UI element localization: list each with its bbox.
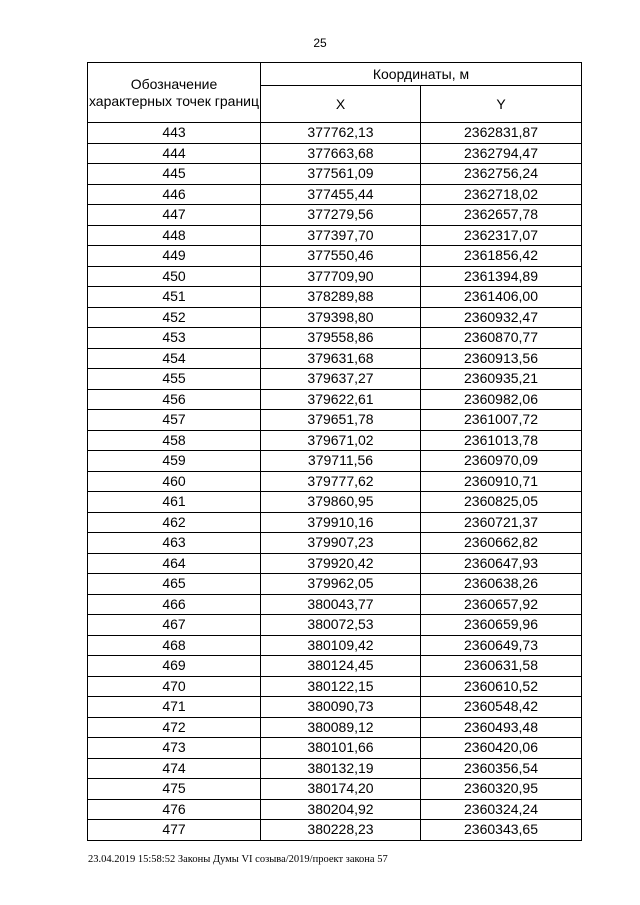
x-coordinate-cell: 379860,95 xyxy=(261,492,421,513)
y-coordinate-cell: 2360982,06 xyxy=(421,389,582,410)
y-coordinate-cell: 2361394,89 xyxy=(421,266,582,287)
table-row xyxy=(88,799,582,820)
y-coordinate-cell: 2360932,47 xyxy=(421,307,582,328)
table-row xyxy=(88,471,582,492)
y-coordinate-cell: 2360647,93 xyxy=(421,553,582,574)
point-number-cell: 444 xyxy=(88,143,261,164)
y-coordinate-cell: 2360825,05 xyxy=(421,492,582,513)
point-number-cell: 477 xyxy=(88,820,261,841)
table-row xyxy=(88,697,582,718)
y-coordinate-cell: 2360870,77 xyxy=(421,328,582,349)
table-header xyxy=(88,63,582,123)
y-coordinate-cell: 2360913,56 xyxy=(421,348,582,369)
x-coordinate-cell: 379398,80 xyxy=(261,307,421,328)
header-y: Y xyxy=(421,86,582,123)
point-number-cell: 448 xyxy=(88,225,261,246)
table-row xyxy=(88,184,582,205)
table-row xyxy=(88,164,582,185)
x-coordinate-cell: 379777,62 xyxy=(261,471,421,492)
y-coordinate-cell: 2362831,87 xyxy=(421,123,582,144)
y-coordinate-cell: 2361007,72 xyxy=(421,410,582,431)
point-number-cell: 462 xyxy=(88,512,261,533)
table-row xyxy=(88,574,582,595)
x-coordinate-cell: 380043,77 xyxy=(261,594,421,615)
table-row xyxy=(88,676,582,697)
point-number-cell: 449 xyxy=(88,246,261,267)
x-coordinate-cell: 379622,61 xyxy=(261,389,421,410)
point-number-cell: 460 xyxy=(88,471,261,492)
y-coordinate-cell: 2360659,96 xyxy=(421,615,582,636)
table-row xyxy=(88,635,582,656)
table-row xyxy=(88,615,582,636)
point-number-cell: 451 xyxy=(88,287,261,308)
table-row xyxy=(88,348,582,369)
header-x: X xyxy=(261,86,421,123)
footer-stamp: 23.04.2019 15:58:52 Законы Думы VI созыва/2019/проект закона 57 xyxy=(88,854,388,865)
y-coordinate-cell: 2360343,65 xyxy=(421,820,582,841)
point-number-cell: 464 xyxy=(88,553,261,574)
y-coordinate-cell: 2360320,95 xyxy=(421,779,582,800)
x-coordinate-cell: 379671,02 xyxy=(261,430,421,451)
point-number-cell: 457 xyxy=(88,410,261,431)
table-row xyxy=(88,533,582,554)
x-coordinate-cell: 379631,68 xyxy=(261,348,421,369)
point-number-cell: 459 xyxy=(88,451,261,472)
coordinates-table xyxy=(87,62,582,841)
x-coordinate-cell: 379651,78 xyxy=(261,410,421,431)
y-coordinate-cell: 2360721,37 xyxy=(421,512,582,533)
y-coordinate-cell: 2360649,73 xyxy=(421,635,582,656)
x-coordinate-cell: 380228,23 xyxy=(261,820,421,841)
point-number-cell: 453 xyxy=(88,328,261,349)
x-coordinate-cell: 380090,73 xyxy=(261,697,421,718)
table-row xyxy=(88,738,582,759)
point-number-cell: 474 xyxy=(88,758,261,779)
table-row xyxy=(88,594,582,615)
y-coordinate-cell: 2362794,47 xyxy=(421,143,582,164)
y-coordinate-cell: 2362718,02 xyxy=(421,184,582,205)
x-coordinate-cell: 380122,15 xyxy=(261,676,421,697)
x-coordinate-cell: 379910,16 xyxy=(261,512,421,533)
point-number-cell: 452 xyxy=(88,307,261,328)
table-row xyxy=(88,492,582,513)
x-coordinate-cell: 377397,70 xyxy=(261,225,421,246)
x-coordinate-cell: 377550,46 xyxy=(261,246,421,267)
x-coordinate-cell: 377663,68 xyxy=(261,143,421,164)
y-coordinate-cell: 2360970,09 xyxy=(421,451,582,472)
table-row xyxy=(88,553,582,574)
table-row xyxy=(88,656,582,677)
y-coordinate-cell: 2360662,82 xyxy=(421,533,582,554)
x-coordinate-cell: 379637,27 xyxy=(261,369,421,390)
table-row xyxy=(88,266,582,287)
x-coordinate-cell: 380174,20 xyxy=(261,779,421,800)
y-coordinate-cell: 2360420,06 xyxy=(421,738,582,759)
x-coordinate-cell: 379962,05 xyxy=(261,574,421,595)
point-number-cell: 476 xyxy=(88,799,261,820)
point-number-cell: 463 xyxy=(88,533,261,554)
x-coordinate-cell: 377762,13 xyxy=(261,123,421,144)
point-number-cell: 461 xyxy=(88,492,261,513)
y-coordinate-cell: 2361856,42 xyxy=(421,246,582,267)
point-number-cell: 443 xyxy=(88,123,261,144)
point-number-cell: 471 xyxy=(88,697,261,718)
x-coordinate-cell: 380109,42 xyxy=(261,635,421,656)
table-row xyxy=(88,143,582,164)
point-number-cell: 445 xyxy=(88,164,261,185)
x-coordinate-cell: 379711,56 xyxy=(261,451,421,472)
point-number-cell: 446 xyxy=(88,184,261,205)
x-coordinate-cell: 379907,23 xyxy=(261,533,421,554)
y-coordinate-cell: 2360935,21 xyxy=(421,369,582,390)
header-point-designation: Обозначение характерных точек границ xyxy=(88,63,261,123)
table-row xyxy=(88,123,582,144)
point-number-cell: 475 xyxy=(88,779,261,800)
y-coordinate-cell: 2360610,52 xyxy=(421,676,582,697)
y-coordinate-cell: 2360631,58 xyxy=(421,656,582,677)
point-number-cell: 473 xyxy=(88,738,261,759)
table-row xyxy=(88,717,582,738)
x-coordinate-cell: 379920,42 xyxy=(261,553,421,574)
x-coordinate-cell: 377455,44 xyxy=(261,184,421,205)
x-coordinate-cell: 380204,92 xyxy=(261,799,421,820)
table-row xyxy=(88,328,582,349)
x-coordinate-cell: 377561,09 xyxy=(261,164,421,185)
x-coordinate-cell: 380072,53 xyxy=(261,615,421,636)
header-coordinates: Координаты, м xyxy=(261,63,582,86)
y-coordinate-cell: 2362317,07 xyxy=(421,225,582,246)
table-row xyxy=(88,758,582,779)
table-row xyxy=(88,389,582,410)
point-number-cell: 450 xyxy=(88,266,261,287)
point-number-cell: 458 xyxy=(88,430,261,451)
y-coordinate-cell: 2360324,24 xyxy=(421,799,582,820)
x-coordinate-cell: 380132,19 xyxy=(261,758,421,779)
table-row xyxy=(88,410,582,431)
y-coordinate-cell: 2362657,78 xyxy=(421,205,582,226)
y-coordinate-cell: 2360657,92 xyxy=(421,594,582,615)
x-coordinate-cell: 378289,88 xyxy=(261,287,421,308)
y-coordinate-cell: 2361406,00 xyxy=(421,287,582,308)
y-coordinate-cell: 2362756,24 xyxy=(421,164,582,185)
point-number-cell: 454 xyxy=(88,348,261,369)
y-coordinate-cell: 2360638,26 xyxy=(421,574,582,595)
x-coordinate-cell: 380089,12 xyxy=(261,717,421,738)
x-coordinate-cell: 377709,90 xyxy=(261,266,421,287)
y-coordinate-cell: 2360493,48 xyxy=(421,717,582,738)
point-number-cell: 469 xyxy=(88,656,261,677)
x-coordinate-cell: 377279,56 xyxy=(261,205,421,226)
table-row xyxy=(88,205,582,226)
table-row xyxy=(88,779,582,800)
point-number-cell: 455 xyxy=(88,369,261,390)
point-number-cell: 447 xyxy=(88,205,261,226)
table-row xyxy=(88,430,582,451)
table-body xyxy=(88,123,582,841)
table-row xyxy=(88,451,582,472)
point-number-cell: 456 xyxy=(88,389,261,410)
x-coordinate-cell: 379558,86 xyxy=(261,328,421,349)
point-number-cell: 468 xyxy=(88,635,261,656)
table-row xyxy=(88,246,582,267)
table-row xyxy=(88,512,582,533)
y-coordinate-cell: 2360548,42 xyxy=(421,697,582,718)
table-row xyxy=(88,307,582,328)
point-number-cell: 470 xyxy=(88,676,261,697)
y-coordinate-cell: 2360356,54 xyxy=(421,758,582,779)
point-number-cell: 472 xyxy=(88,717,261,738)
point-number-cell: 467 xyxy=(88,615,261,636)
table-row xyxy=(88,287,582,308)
y-coordinate-cell: 2361013,78 xyxy=(421,430,582,451)
x-coordinate-cell: 380124,45 xyxy=(261,656,421,677)
y-coordinate-cell: 2360910,71 xyxy=(421,471,582,492)
table-row xyxy=(88,225,582,246)
table-row xyxy=(88,369,582,390)
point-number-cell: 465 xyxy=(88,574,261,595)
x-coordinate-cell: 380101,66 xyxy=(261,738,421,759)
point-number-cell: 466 xyxy=(88,594,261,615)
table-row xyxy=(88,820,582,841)
page-number: 25 xyxy=(313,36,327,50)
